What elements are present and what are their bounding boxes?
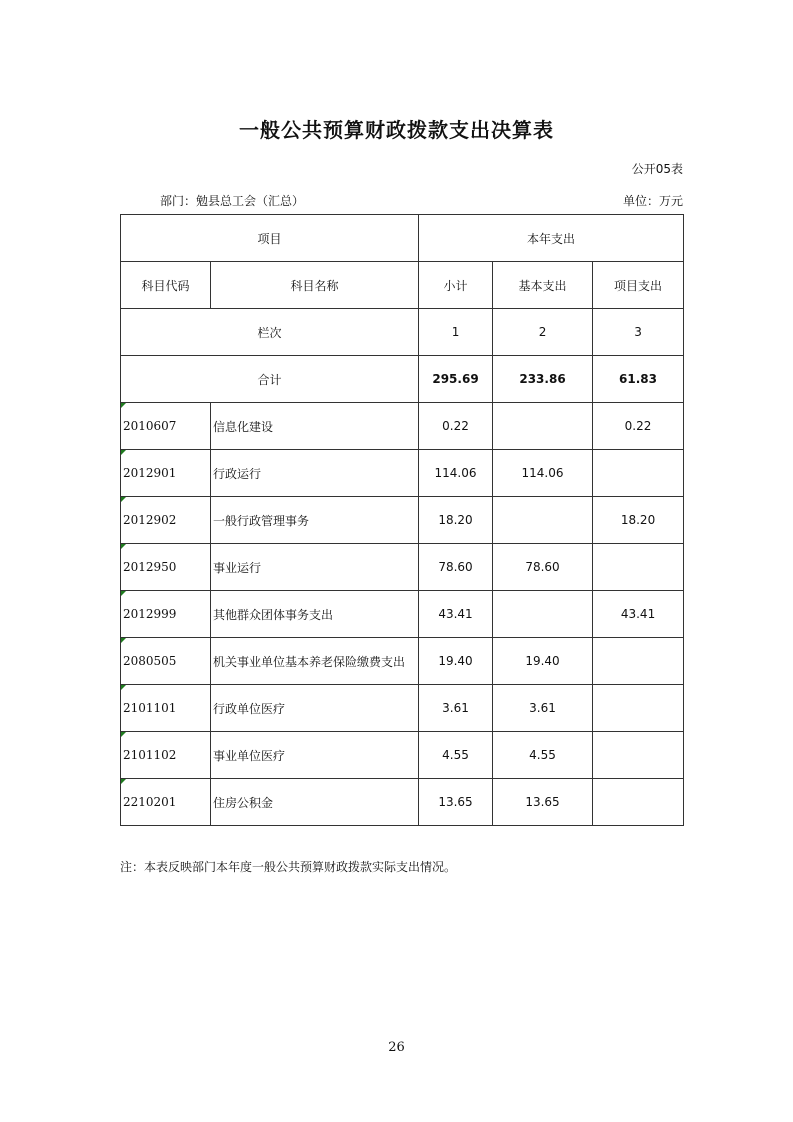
subject-name: 信息化建设	[211, 403, 419, 450]
subject-name: 其他群众团体事务支出	[211, 591, 419, 638]
table-code: 公开05表	[631, 162, 683, 176]
header-subject-name: 科目名称	[211, 262, 419, 309]
table-row	[121, 497, 684, 544]
project-value	[593, 685, 684, 732]
project-value	[593, 544, 684, 591]
subject-code: 2012901	[121, 450, 211, 497]
subject-code: 2101102	[121, 732, 211, 779]
subtotal-value: 19.40	[419, 638, 493, 685]
column-3: 3	[593, 309, 684, 356]
total-label: 合计	[121, 356, 419, 403]
page-title: 一般公共预算财政拨款支出决算表	[239, 118, 554, 142]
subtotal-value: 43.41	[419, 591, 493, 638]
table-row	[121, 403, 684, 450]
subject-code: 2101101	[121, 685, 211, 732]
table-row	[121, 685, 684, 732]
basic-value: 114.06	[493, 450, 593, 497]
basic-value	[493, 403, 593, 450]
column-label: 栏次	[121, 309, 419, 356]
column-number-row	[121, 309, 684, 356]
subject-name: 事业单位医疗	[211, 732, 419, 779]
header-project: 项目支出	[593, 262, 684, 309]
project-value: 18.20	[593, 497, 684, 544]
total-subtotal: 295.69	[419, 356, 493, 403]
expenditure-table	[120, 214, 684, 826]
subtotal-value: 18.20	[419, 497, 493, 544]
subject-name: 一般行政管理事务	[211, 497, 419, 544]
subtotal-value: 78.60	[419, 544, 493, 591]
project-value	[593, 450, 684, 497]
subject-name: 行政运行	[211, 450, 419, 497]
column-1: 1	[419, 309, 493, 356]
basic-value: 3.61	[493, 685, 593, 732]
header-row-1	[121, 215, 684, 262]
table-row	[121, 544, 684, 591]
table-row	[121, 591, 684, 638]
table-row	[121, 638, 684, 685]
subject-name: 行政单位医疗	[211, 685, 419, 732]
subtotal-value: 3.61	[419, 685, 493, 732]
unit-label: 单位：万元	[622, 194, 683, 208]
basic-value: 13.65	[493, 779, 593, 826]
subject-code: 2012999	[121, 591, 211, 638]
project-value: 43.41	[593, 591, 684, 638]
subject-code: 2012902	[121, 497, 211, 544]
subject-name: 住房公积金	[211, 779, 419, 826]
subject-name: 事业运行	[211, 544, 419, 591]
basic-value: 78.60	[493, 544, 593, 591]
subtotal-value: 4.55	[419, 732, 493, 779]
total-row	[121, 356, 684, 403]
subject-code: 2012950	[121, 544, 211, 591]
table-row	[121, 450, 684, 497]
basic-value: 19.40	[493, 638, 593, 685]
header-subject-code: 科目代码	[121, 262, 211, 309]
header-subtotal: 小计	[419, 262, 493, 309]
subject-code: 2210201	[121, 779, 211, 826]
subject-name: 机关事业单位基本养老保险缴费支出	[211, 638, 419, 685]
header-current-year: 本年支出	[419, 215, 684, 262]
subtotal-value: 0.22	[419, 403, 493, 450]
header-item: 项目	[121, 215, 419, 262]
header-basic: 基本支出	[493, 262, 593, 309]
basic-value: 4.55	[493, 732, 593, 779]
department-label: 部门：勉县总工会（汇总）	[160, 194, 305, 208]
subject-code: 2080505	[121, 638, 211, 685]
subject-code: 2010607	[121, 403, 211, 450]
basic-value	[493, 591, 593, 638]
page-number: 26	[388, 1040, 405, 1055]
table-note: 注：本表反映部门本年度一般公共预算财政拨款实际支出情况。	[120, 860, 457, 874]
project-value: 0.22	[593, 403, 684, 450]
table-row	[121, 732, 684, 779]
project-value	[593, 732, 684, 779]
project-value	[593, 779, 684, 826]
subtotal-value: 13.65	[419, 779, 493, 826]
header-row-2	[121, 262, 684, 309]
table-row	[121, 779, 684, 826]
subtotal-value: 114.06	[419, 450, 493, 497]
total-basic: 233.86	[493, 356, 593, 403]
project-value	[593, 638, 684, 685]
basic-value	[493, 497, 593, 544]
column-2: 2	[493, 309, 593, 356]
total-project: 61.83	[593, 356, 684, 403]
